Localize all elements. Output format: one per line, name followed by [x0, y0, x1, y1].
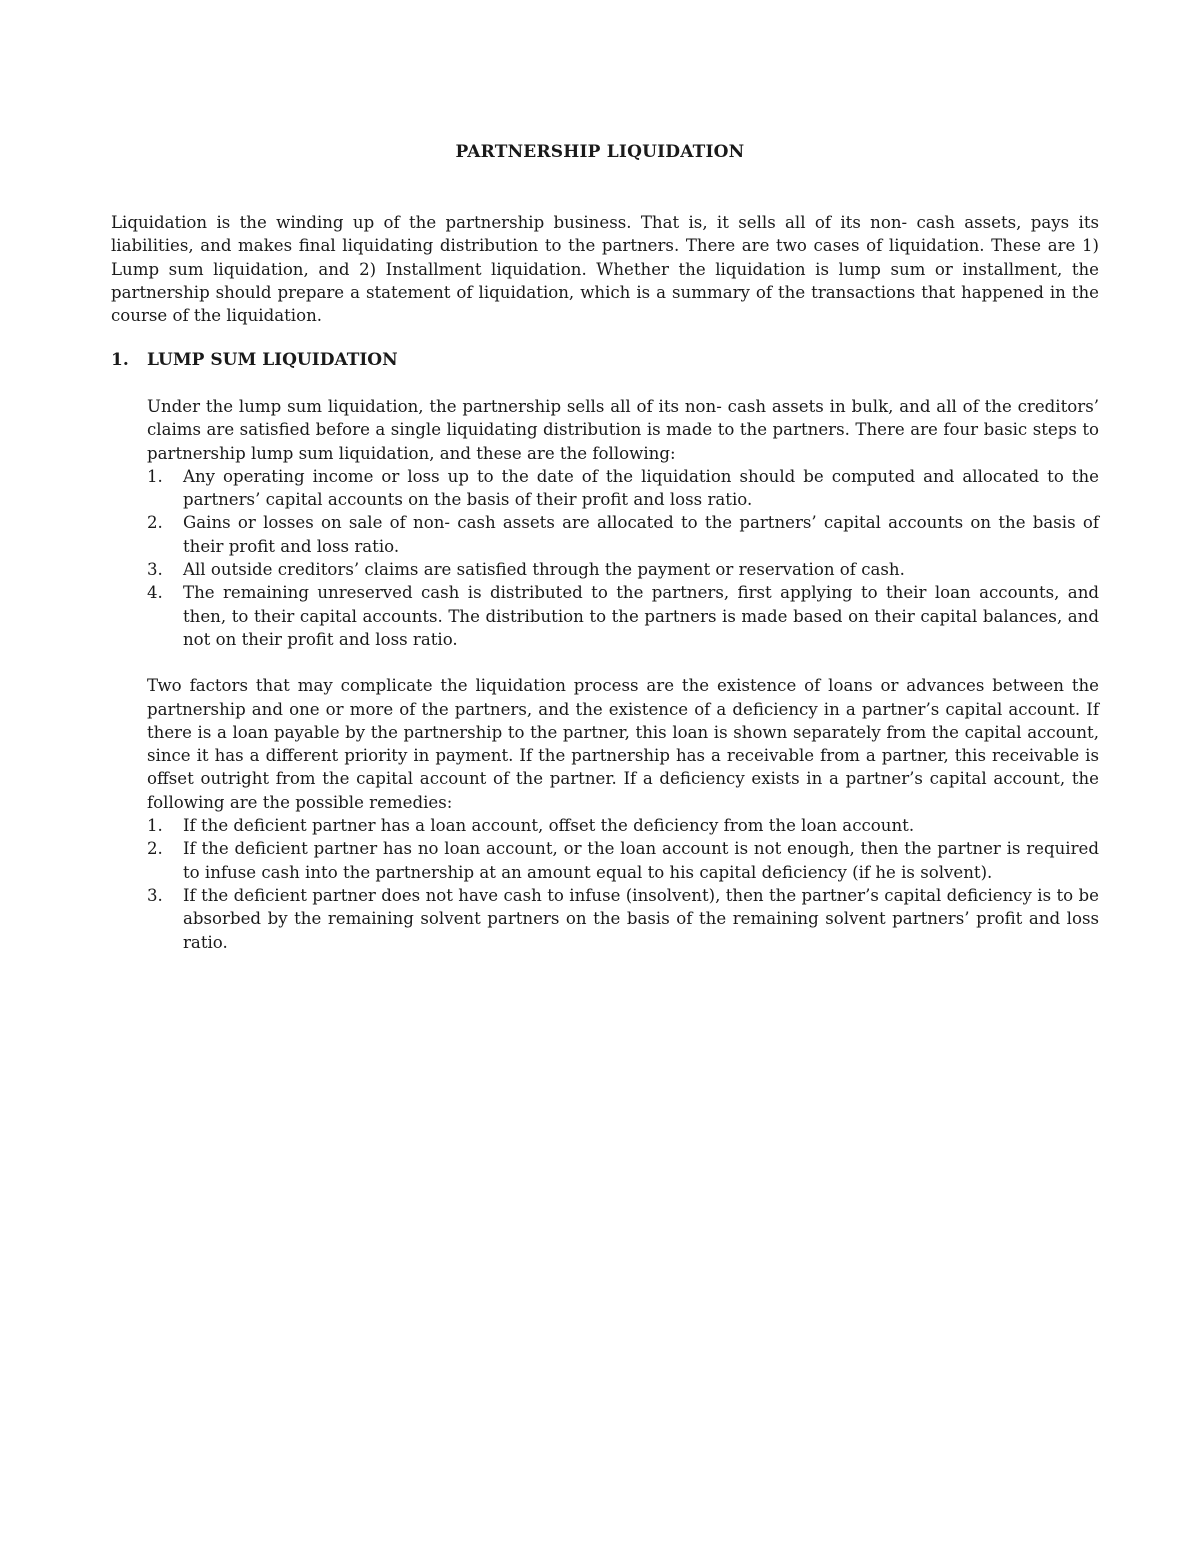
list-marker: 3. [147, 560, 163, 580]
list-marker: 2. [147, 513, 163, 533]
list-marker: 2. [147, 839, 163, 859]
list-item [147, 814, 1099, 837]
list-marker: 1. [147, 466, 163, 486]
list-item [147, 558, 1099, 581]
section-title: LUMP SUM LIQUIDATION [147, 350, 398, 370]
remedies-list [147, 814, 1099, 954]
list-item-text: If the deficient partner does not have cash to infuse (insolvent), then the partner’s capital deficiency is to be absorbed by the remaining solvent partners on the basis of the remaining solvent partners’ profit and loss ratio. [183, 885, 1099, 952]
intro-paragraph: Liquidation is the winding up of the partnership business. That is, it sells all of its non- cash assets, pays its liabilities, and makes final liquidating distribution to the partners. There are two cases of liquidation. These are 1) Lump sum liquidation, and 2) Installment liquidation. Whether the liquidation is lump sum or installment, the partnership should prepare a statement of liquidation, which is a summary of the transactions that happened in the course of the liquidation. [111, 213, 1099, 326]
list-marker: 3. [147, 885, 163, 905]
list-item [147, 837, 1099, 884]
list-item-text: Any operating income or loss up to the date of the liquidation should be computed and allocated to the partners’ capital accounts on the basis of their profit and loss ratio. [183, 466, 1099, 510]
section-number: 1. [111, 350, 129, 370]
list-item [147, 884, 1099, 954]
list-item-text: Gains or losses on sale of non- cash assets are allocated to the partners’ capital accounts on the basis of their profit and loss ratio. [183, 513, 1099, 556]
list-item [147, 511, 1099, 558]
page-title: PARTNERSHIP LIQUIDATION [455, 142, 745, 162]
lump-sum-paragraph: Under the lump sum liquidation, the partnership sells all of its non- cash assets in bulk, and all of the creditors’ claims are satisfied before a single liquidating distribution is made to the partners. There are four basic steps to partnership lump sum liquidation, and these are the following: [147, 397, 1099, 463]
list-item [147, 465, 1099, 512]
list-item-text: If the deficient partner has no loan account, or the loan account is not enough, then the partner is required to infuse cash into the partnership at an amount equal to his capital deficiency (if he is solvent). [183, 839, 1099, 882]
section-body-lump-sum [147, 395, 1099, 954]
list-item-text: If the deficient partner has a loan account, offset the deficiency from the loan account. [183, 816, 915, 836]
list-item-text: The remaining unreserved cash is distributed to the partners, first applying to their loan accounts, and then, to their capital accounts. The distribution to the partners is made based on their capital balances, and not on their profit and loss ratio. [183, 583, 1099, 649]
list-item [147, 581, 1099, 651]
list-marker: 1. [147, 816, 163, 836]
list-item-text: All outside creditors’ claims are satisfied through the payment or reservation of cash. [183, 560, 905, 580]
steps-list [147, 465, 1099, 651]
complications-paragraph: Two factors that may complicate the liquidation process are the existence of loans or advances between the partnership and one or more of the partners, and the existence of a deficiency in a partner’s capital account. If there is a loan payable by the partnership to the partner, this loan is shown separately from the capital account, since it has a different priority in payment. If the partnership has a receivable from a partner, this receivable is offset outright from the capital account of the partner. If a deficiency exists in a partner’s capital account, the following are the possible remedies: [147, 676, 1099, 812]
list-marker: 4. [147, 583, 163, 603]
section-heading-lump-sum [111, 349, 398, 372]
paragraph-spacer [147, 651, 1099, 674]
